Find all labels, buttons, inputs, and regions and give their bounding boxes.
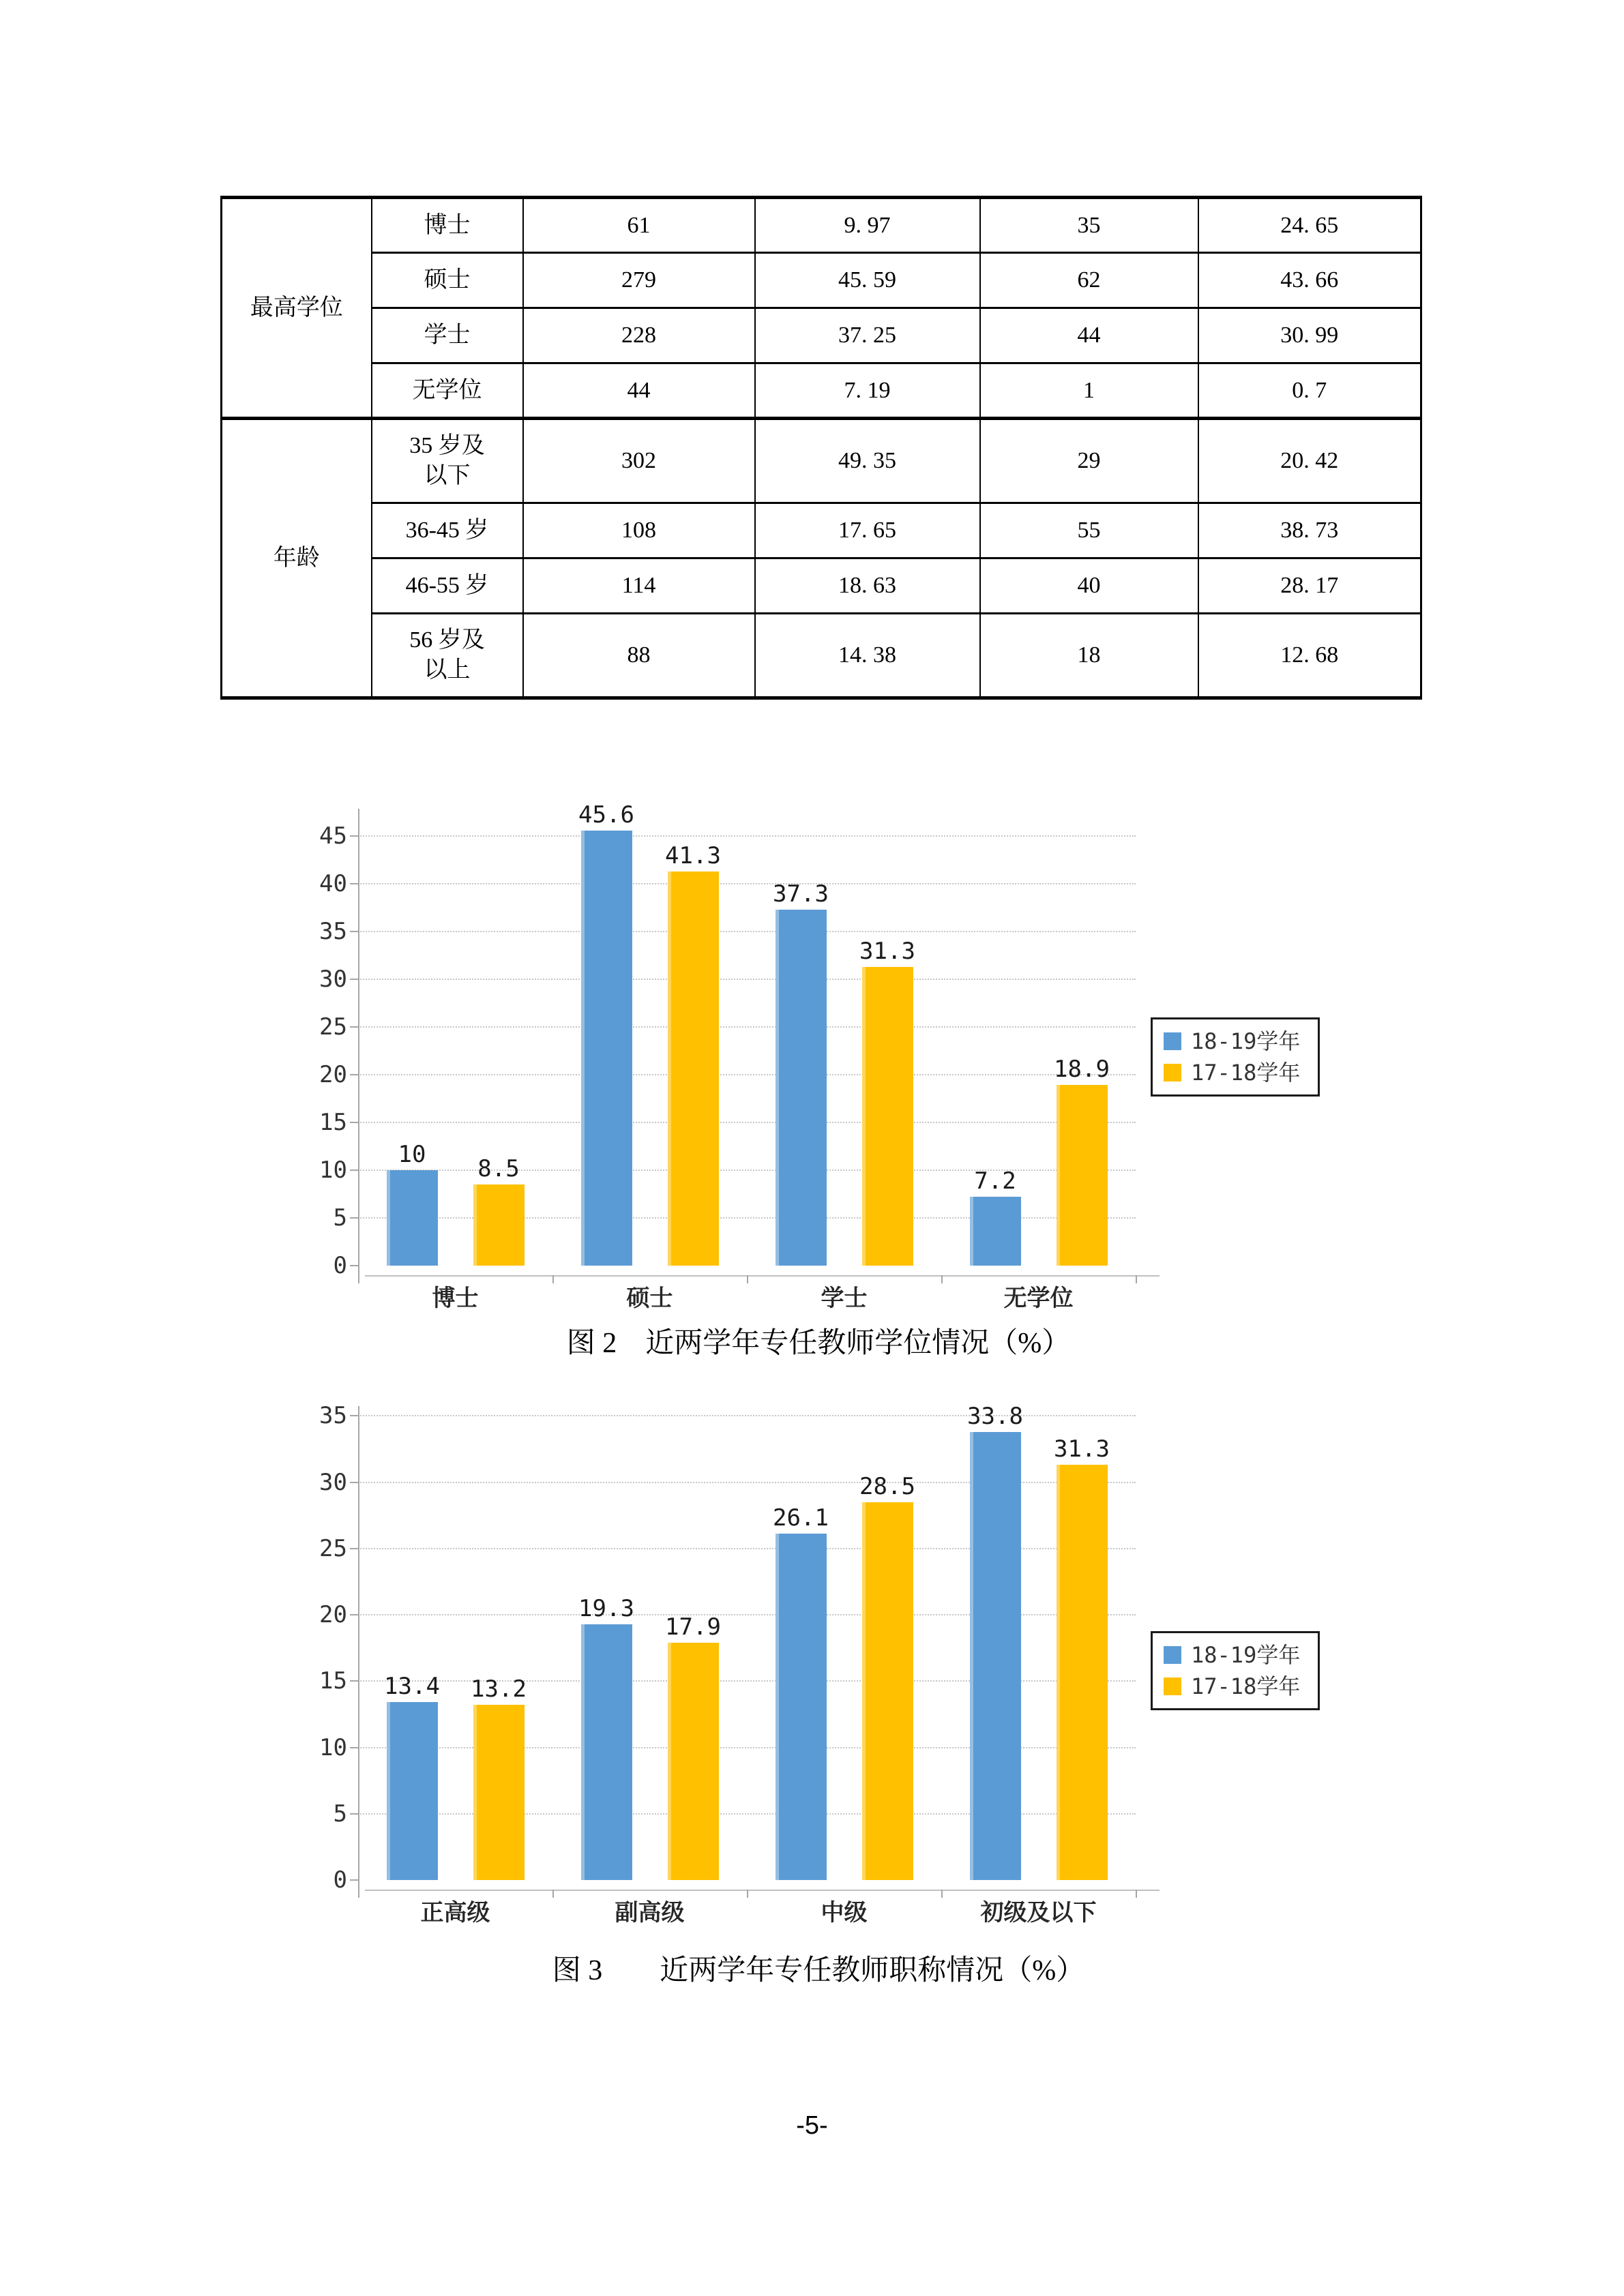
table-cell: 0. 7	[1198, 363, 1421, 419]
table-row	[222, 419, 1421, 503]
y-tick-label: 15	[319, 1667, 347, 1695]
bar	[473, 1184, 525, 1266]
y-axis-tick	[350, 1680, 358, 1682]
x-category-label: 初级及以下	[980, 1899, 1097, 1926]
y-axis-tick	[350, 1614, 358, 1615]
y-tick-label: 15	[319, 1109, 347, 1136]
group-label-age: 年龄	[222, 419, 372, 698]
y-axis-tick	[350, 1879, 358, 1881]
x-axis-tick	[358, 1275, 359, 1283]
x-axis-tick	[552, 1275, 554, 1283]
bar	[473, 1705, 525, 1880]
y-axis-tick	[350, 1074, 358, 1075]
figure-2-caption: 图 2 近两学年专任教师学位情况（%）	[566, 1328, 1071, 1359]
legend-swatch-icon	[1164, 1064, 1181, 1082]
x-category-label: 无学位	[1003, 1285, 1074, 1312]
table-cell: 28. 17	[1198, 558, 1421, 614]
table-cell: 37. 25	[755, 308, 980, 363]
y-tick-label: 30	[319, 1468, 347, 1496]
y-gridline	[358, 979, 1136, 980]
table-cell: 88	[523, 614, 755, 698]
row-category: 学士	[372, 308, 523, 363]
bar-value-label: 18.9	[1054, 1056, 1110, 1084]
table-cell: 40	[980, 558, 1198, 614]
bar	[862, 967, 913, 1266]
table-cell: 61	[523, 198, 755, 253]
legend-item	[1164, 1061, 1300, 1084]
x-axis-tick	[1136, 1275, 1137, 1283]
y-gridline	[358, 931, 1136, 932]
legend	[1151, 1631, 1320, 1710]
group-label-degree: 最高学位	[222, 198, 372, 419]
bar-value-label: 41.3	[665, 841, 721, 869]
table-cell: 55	[980, 503, 1198, 558]
y-axis-tick	[350, 1265, 358, 1266]
legend	[1151, 1017, 1320, 1097]
table-row	[222, 253, 1421, 308]
x-axis-line	[365, 1890, 1160, 1891]
page-number: -5-	[796, 2111, 828, 2140]
x-category-label: 副高级	[615, 1899, 685, 1926]
x-axis-tick	[358, 1890, 359, 1898]
y-gridline	[358, 1026, 1136, 1028]
x-axis-tick	[552, 1890, 554, 1898]
table-cell: 12. 68	[1198, 614, 1421, 698]
bar	[668, 1643, 719, 1880]
x-category-label: 硕士	[626, 1285, 673, 1312]
bar-value-label: 37.3	[773, 880, 829, 908]
y-axis-tick	[350, 1482, 358, 1483]
y-tick-label: 25	[319, 1534, 347, 1562]
title-rank-bar-chart	[307, 1391, 1357, 1937]
y-tick-label: 5	[333, 1204, 347, 1232]
bar-value-label: 19.3	[578, 1594, 634, 1622]
table-cell: 20. 42	[1198, 419, 1421, 503]
y-axis-tick	[350, 883, 358, 884]
bar	[862, 1502, 913, 1880]
y-tick-label: 10	[319, 1733, 347, 1761]
bar	[776, 910, 827, 1266]
bar	[776, 1534, 827, 1880]
table-row	[222, 363, 1421, 419]
y-tick-label: 35	[319, 1402, 347, 1430]
bar	[1057, 1465, 1108, 1880]
table-cell: 44	[980, 308, 1198, 363]
x-category-label: 学士	[821, 1285, 868, 1312]
bar-value-label: 45.6	[578, 801, 634, 829]
table-cell: 44	[523, 363, 755, 419]
y-axis-tick	[350, 1217, 358, 1219]
y-axis-tick	[350, 1747, 358, 1748]
legend-item	[1164, 1675, 1300, 1698]
table-cell: 114	[523, 558, 755, 614]
y-tick-label: 10	[319, 1157, 347, 1184]
x-axis-tick	[941, 1890, 943, 1898]
table-cell: 7. 19	[755, 363, 980, 419]
table-row	[222, 308, 1421, 363]
y-tick-label: 0	[333, 1866, 347, 1894]
table-cell: 1	[980, 363, 1198, 419]
bar-value-label: 28.5	[859, 1472, 915, 1500]
bar-value-label: 13.2	[471, 1675, 527, 1703]
y-axis-tick	[350, 1122, 358, 1123]
y-gridline	[358, 1074, 1136, 1075]
y-gridline	[358, 1122, 1136, 1123]
row-category: 硕士	[372, 253, 523, 308]
table-cell: 38. 73	[1198, 503, 1421, 558]
bar-value-label: 8.5	[477, 1155, 520, 1182]
legend-swatch-icon	[1164, 1646, 1181, 1664]
bar-value-label: 17.9	[665, 1613, 721, 1641]
legend-label: 18-19学年	[1191, 1028, 1301, 1054]
bar-value-label: 7.2	[974, 1167, 1016, 1195]
x-category-label: 中级	[821, 1899, 868, 1926]
bar	[970, 1197, 1021, 1266]
table-cell: 18	[980, 614, 1198, 698]
y-axis-tick	[350, 979, 358, 980]
table-cell: 279	[523, 253, 755, 308]
bar-value-label: 10	[398, 1141, 426, 1168]
x-axis-line	[365, 1275, 1160, 1277]
y-tick-label: 5	[333, 1800, 347, 1828]
y-axis-tick	[350, 1415, 358, 1416]
table-cell: 9. 97	[755, 198, 980, 253]
row-category: 56 岁及 以上	[372, 614, 523, 698]
bar	[581, 1624, 632, 1880]
legend-swatch-icon	[1164, 1678, 1181, 1695]
y-tick-label: 45	[319, 822, 347, 850]
bar	[387, 1170, 438, 1266]
legend-label: 17-18学年	[1191, 1060, 1301, 1086]
table-cell: 302	[523, 419, 755, 503]
degree-bar-chart	[307, 777, 1357, 1323]
table-cell: 43. 66	[1198, 253, 1421, 308]
y-gridline	[358, 835, 1136, 837]
table-cell: 108	[523, 503, 755, 558]
legend-item	[1164, 1643, 1300, 1667]
table-cell: 14. 38	[755, 614, 980, 698]
bar	[970, 1432, 1021, 1880]
legend-label: 18-19学年	[1191, 1642, 1301, 1668]
table-cell: 24. 65	[1198, 198, 1421, 253]
x-axis-tick	[941, 1275, 943, 1283]
bar	[1057, 1085, 1108, 1266]
row-category: 35 岁及 以下	[372, 419, 523, 503]
bar-value-label: 31.3	[859, 937, 915, 965]
table-cell: 17. 65	[755, 503, 980, 558]
legend-item	[1164, 1030, 1300, 1053]
table-cell: 45. 59	[755, 253, 980, 308]
table-row	[222, 503, 1421, 558]
row-category: 46-55 岁	[372, 558, 523, 614]
bar-value-label: 33.8	[967, 1402, 1023, 1430]
row-category: 博士	[372, 198, 523, 253]
bar	[387, 1702, 438, 1880]
y-tick-label: 35	[319, 918, 347, 945]
row-category: 无学位	[372, 363, 523, 419]
y-axis-tick	[350, 931, 358, 932]
bar-value-label: 31.3	[1054, 1435, 1110, 1463]
table-cell: 30. 99	[1198, 308, 1421, 363]
teacher-statistics-table	[220, 196, 1422, 700]
row-category: 36-45 岁	[372, 503, 523, 558]
y-tick-label: 40	[319, 870, 347, 897]
y-axis-line	[358, 1406, 359, 1890]
y-axis-tick	[350, 1548, 358, 1549]
y-axis-tick	[350, 1813, 358, 1815]
x-axis-tick	[747, 1275, 748, 1283]
y-tick-label: 25	[319, 1013, 347, 1041]
table-cell: 62	[980, 253, 1198, 308]
y-axis-line	[358, 809, 359, 1275]
table-row	[222, 614, 1421, 698]
y-gridline	[358, 883, 1136, 884]
y-tick-label: 20	[319, 1061, 347, 1088]
y-axis-tick	[350, 835, 358, 837]
bar-value-label: 13.4	[384, 1673, 440, 1701]
bar	[668, 871, 719, 1266]
x-axis-tick	[747, 1890, 748, 1898]
table-row	[222, 198, 1421, 253]
figure-3-caption: 图 3 近两学年专任教师职称情况（%）	[552, 1955, 1085, 1986]
table-cell: 49. 35	[755, 419, 980, 503]
y-tick-label: 20	[319, 1601, 347, 1628]
x-axis-tick	[1136, 1890, 1137, 1898]
table-cell: 29	[980, 419, 1198, 503]
table-cell: 18. 63	[755, 558, 980, 614]
bar	[581, 831, 632, 1266]
x-category-label: 正高级	[420, 1899, 490, 1926]
x-category-label: 博士	[432, 1285, 479, 1312]
table-cell: 35	[980, 198, 1198, 253]
y-axis-tick	[350, 1026, 358, 1028]
legend-label: 17-18学年	[1191, 1673, 1301, 1699]
y-tick-label: 0	[333, 1252, 347, 1279]
y-tick-label: 30	[319, 966, 347, 993]
table-row	[222, 558, 1421, 614]
legend-swatch-icon	[1164, 1032, 1181, 1050]
table-cell: 228	[523, 308, 755, 363]
y-axis-tick	[350, 1169, 358, 1171]
bar-value-label: 26.1	[773, 1504, 829, 1532]
